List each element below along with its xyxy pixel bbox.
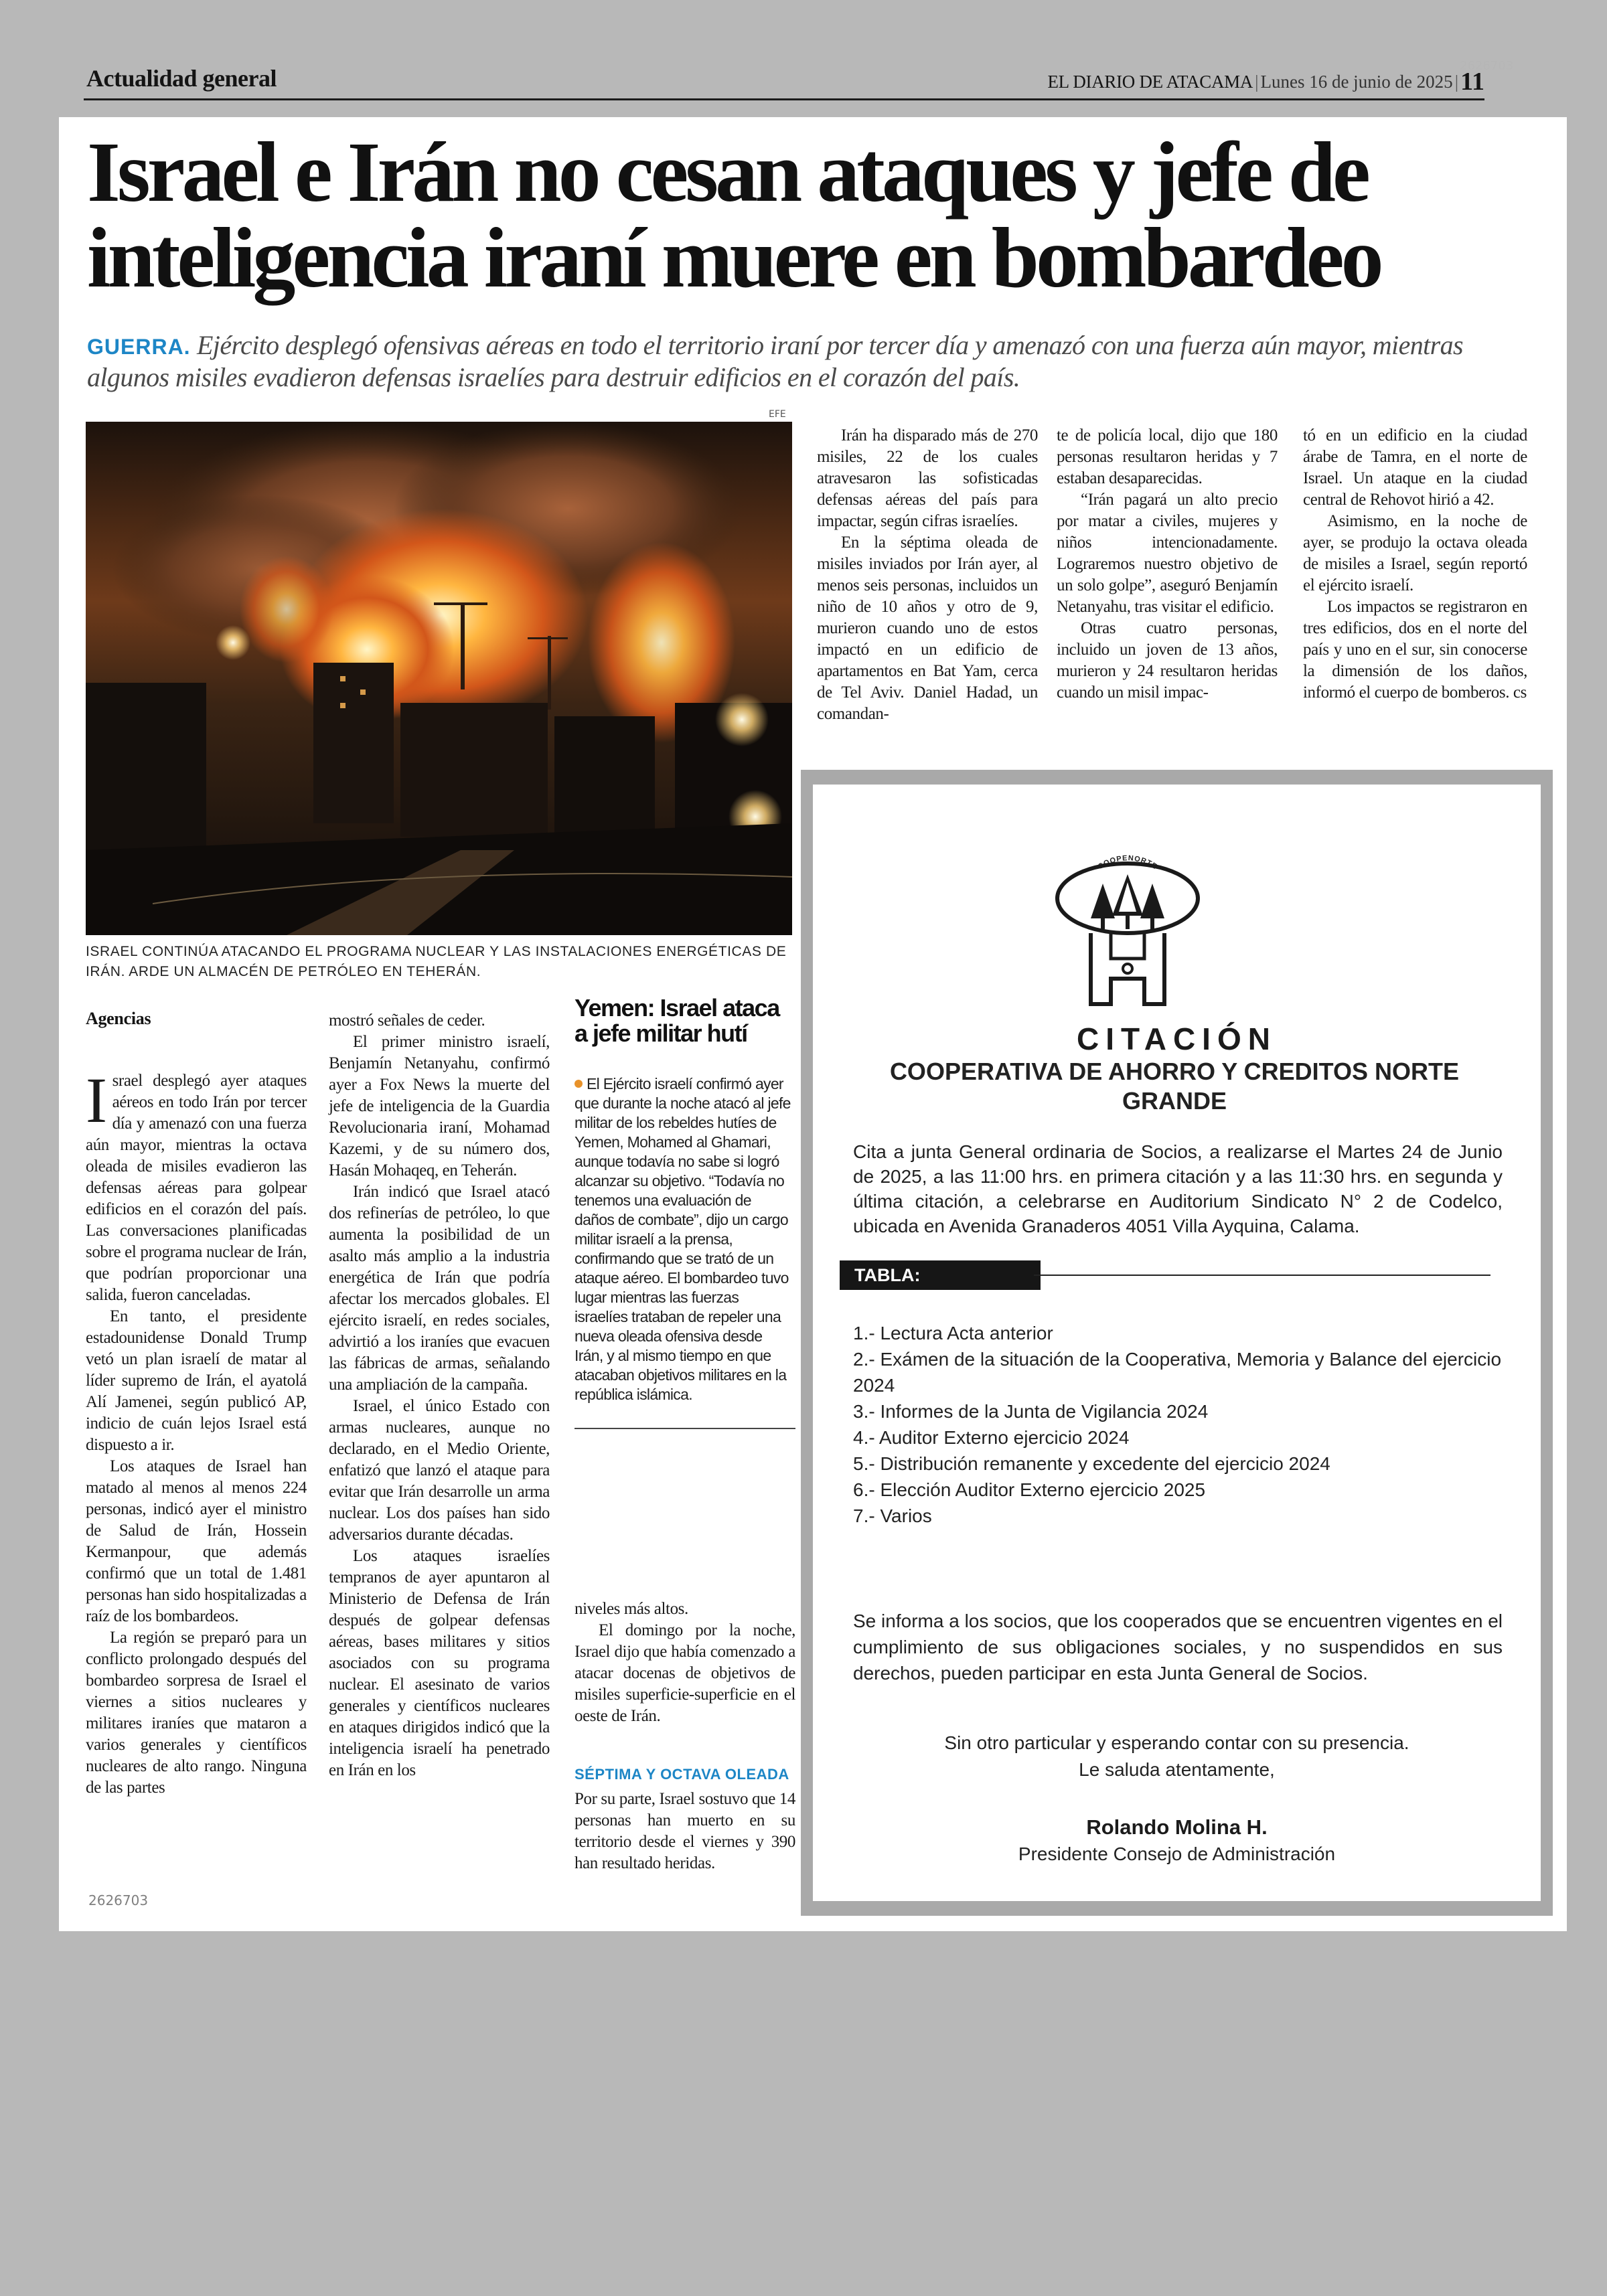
ad-intro: Cita a junta General ordinaria de Socios, a realizarse el Martes 24 de Junio de 2025, a las 11:00 hrs. en primera citación y a las 11:30 hrs. en segunda y última citación, a celebrarse en Auditorium Sindicato N° 2 de Codelco, ubicada en Avenida Granaderos 4051 Villa Ayquina, Calama. (853, 1141, 1503, 1236)
ad-title: CITACIÓN (1077, 1021, 1277, 1056)
sidebar-body: El Ejército israelí confirmó ayer que durante la noche atacó al jefe militar de los rebeldes hutíes de Yemen, Mohamed al Ghamari, aunque todavía no sabe si logró alcanzar su objetivo. “Todavía no tenemos una evaluación de daños de combate”, dijo un cargo militar israelí a la prensa, confirmando que se trató de un ataque aéreo. El bombardeo tuvo lugar mientras las fuerzas israelíes trataban de repeler una nueva oleada ofensiva desde Irán, y al mismo tiempo en que atacaban objetivos militares en la república islámica. (575, 1075, 791, 1403)
paragraph: “Irán pagará un alto precio por matar a civiles, mujeres y niños intencionadamente. Lograremos nuestro objetivo de un solo golpe”, aseguró Benjamín Netanyahu, tras visitar el edificio. (1057, 491, 1278, 616)
ad-table-label: TABLA: (840, 1260, 1041, 1290)
agenda-item: 7.- Varios (853, 1505, 932, 1526)
page-id-top: 2626703 (1460, 59, 1514, 73)
page-number: 11 (1460, 68, 1484, 96)
article-column-3 (575, 1598, 795, 1727)
paragraph: Los ataques de Israel han matado al menos al menos 224 personas, indicó ayer el ministro de Salud de Irán, Hossein Kermanpour, que además confirmó que un total de 1.481 personas han sido hospitalizadas a raíz de los bombardeos. (86, 1457, 307, 1625)
publication-name: EL DIARIO DE ATACAMA (1047, 72, 1253, 92)
end-mark: cs (1513, 683, 1527, 702)
agenda-item: 1.- Lectura Acta anterior (853, 1323, 1053, 1343)
paragraph: El primer ministro israelí, Benjamín Netanyahu, confirmó ayer a Fox News la muerte del jefe de inteligencia de la Guardia Revolucionaria iraní, Mohamad Kazemi, y de su número dos, Hasán Mohaqeq, en Teherán. (329, 1033, 550, 1179)
paragraph: El domingo por la noche, Israel dijo que había comenzado a atacar docenas de objetivos de misiles superficie-superficie en el oeste de Irán. (575, 1621, 795, 1725)
signatory-title: Presidente Consejo de Administración (1018, 1843, 1336, 1864)
subhead: SÉPTIMA Y OCTAVA OLEADA (575, 1766, 789, 1783)
ad-closing: Sin otro particular y esperando contar con su presencia. Le saluda atentamente, (944, 1732, 1409, 1780)
photo-caption: ISRAEL CONTINÚA ATACANDO EL PROGRAMA NUCLEAR Y LAS INSTALACIONES ENERGÉTICAS DE IRÁN. ARDE UN ALMACÉN DE PETRÓLEO EN TEHERÁN. (86, 944, 787, 979)
signatory-name: Rolando Molina H. (1086, 1815, 1268, 1839)
agenda-item: 6.- Elección Auditor Externo ejercicio 2025 (853, 1479, 1206, 1500)
agenda-list (853, 1320, 1503, 1529)
article-column-2 (329, 1010, 550, 1781)
article-column-1 (86, 1064, 307, 1799)
paragraph: La región se preparó para un conflicto prolongado después del bombardeo sorpresa de Israel el viernes a sitios nucleares y militares iraníes que mataron a varios generales y científicos nucleares de alto rango. Ninguna de las partes (86, 1629, 307, 1797)
agenda-item: 5.- Distribución remanente y excedente del ejercicio 2024 (853, 1453, 1330, 1474)
paragraph: Irán ha disparado más de 270 misiles, 22 de los cuales atravesaron las sofisticadas defensas aéreas del país para impactar, según cifras israelíes. (817, 426, 1038, 530)
paragraph: mostró señales de ceder. (329, 1011, 485, 1030)
article-column-3b (575, 1789, 795, 1874)
paragraph: tó en un edificio en la ciudad árabe de Tamra, en el norte de Israel. Un ataque en la ciudad central de Rehovot hirió a 42. (1303, 426, 1527, 509)
paragraph: En la séptima oleada de misiles inviados por Irán ayer, al menos seis personas, incluidos un niño de 10 años y otro de 9, murieron cuando uno de estos impactó en un edificio de apartamentos en Bat Yam, cerca de Tel Aviv. Daniel Hadad, un comandan- (817, 534, 1038, 723)
paragraph: En tanto, el presidente estadounidense Donald Trump vetó un plan israelí de matar al líder supremo de Irán, el ayatolá Alí Jamenei, según publicó AP, indicio de cuán lejos Israel está dispuesto a ir. (86, 1307, 307, 1454)
deck (87, 330, 1527, 393)
agenda-item: 2.- Exámen de la situación de la Cooperativa, Memoria y Balance del ejercicio 2024 (853, 1349, 1502, 1396)
article-column-6 (1303, 425, 1527, 704)
article-column-5 (1057, 425, 1278, 704)
paragraph: Los impactos se registraron en tres edificios, dos en el norte del país y uno en el sur, sin conocerse la dimensión de los daños, informó el cuerpo de bomberos. cs (1303, 598, 1527, 702)
divider (1034, 1275, 1490, 1276)
deck-label: GUERRA. (87, 335, 191, 359)
deck-text: Ejército desplegó ofensivas aéreas en todo el territorio iraní por tercer día y amenazó con una fuerza aún mayor, mientras algunos misiles evadieron defensas israelíes para destruir edificios en el corazón del país. (87, 330, 1463, 392)
paragraph: Asimismo, en la noche de ayer, se produjo la octava oleada de misiles a Israel, según reportó el ejército israelí. (1303, 512, 1527, 594)
section-name: Actualidad general (86, 65, 277, 92)
paragraph: Otras cuatro personas, incluido un joven de 13 años, murieron y 24 resultaron heridas cuando un misil impac- (1057, 619, 1278, 702)
paragraph: Los ataques israelíes tempranos de ayer apuntaron al Ministerio de Defensa de Irán después de golpear defensas aéreas, bases militares y sitios asociados con su programa nuclear. El asesinato de varios generales y científicos nucleares en ataques dirigidos indicó que la inteligencia israelí ha penetrado en Irán en los (329, 1547, 550, 1779)
page-id: 2626703 (88, 1892, 149, 1908)
newspaper-page (59, 117, 1567, 1931)
paragraph: niveles más altos. (575, 1600, 688, 1618)
byline: Agencias (86, 1009, 151, 1028)
agenda-item: 4.- Auditor Externo ejercicio 2024 (853, 1427, 1130, 1448)
ad-notice: Se informa a los socios, que los cooperados que se encuentren vigentes en el cumplimiento de sus obligaciones sociales, y no suspendidos en sus derechos, pueden participar en esta Junta General de Socios. (853, 1611, 1503, 1684)
headline: Israel e Irán no cesan ataques y jefe de inteligencia iraní muere en bombardeo (87, 125, 1381, 305)
paragraph: Israel desplegó ayer ataques aéreos en todo Irán por tercer día y amenazó con una fuerza aún mayor, mientras la octava oleada de misiles evadieron las defensas aéreas para golpear edificios en el corazón del país. Las conversaciones planificadas sobre el programa nuclear de Irán, que podrían proporcionar una salida, fueron canceladas. (86, 1064, 307, 1304)
paragraph: Israel, el único Estado con armas nucleares, aunque no declarado, en el Medio Oriente, enfatizó que lanzó el ataque para evitar que Irán desarrolle un arma nuclear. Los dos países han sido adversarios durante décadas. (329, 1397, 550, 1544)
photo-credit: EFE (769, 409, 786, 420)
ad-panel (813, 785, 1541, 1901)
agenda-item: 3.- Informes de la Junta de Vigilancia 2024 (853, 1401, 1209, 1422)
paragraph: te de policía local, dijo que 180 personas resultaron heridas y 7 estaban desaparecidas. (1057, 426, 1278, 487)
article-column-4 (817, 425, 1038, 725)
logo-text: COOPENORTE (1096, 854, 1159, 872)
citation-ad (801, 770, 1553, 1916)
sidebar-title: Yemen: Israel ataca a jefe militar hutí (575, 994, 779, 1047)
drop-cap: I (86, 1064, 107, 1136)
divider (575, 1428, 795, 1429)
bullet-dot-icon (575, 1080, 583, 1088)
paragraph: Por su parte, Israel sostuvo que 14 personas han muerto en su territorio desde el viernes y 390 han resultado heridas. (575, 1790, 795, 1872)
cooperative-logo (1051, 851, 1205, 1012)
publication-date: Lunes 16 de junio de 2025 (1260, 72, 1453, 92)
news-photo-fire (86, 422, 792, 935)
ad-organization: COOPERATIVA DE AHORRO Y CREDITOS NORTE GRANDE (889, 1058, 1460, 1115)
page-header (84, 62, 1484, 100)
paragraph: Irán indicó que Israel atacó dos refinerías de petróleo, lo que aumenta la posibilidad de un asalto más amplio a la industria energética de Irán que podría afectar los mercados globales. El ejército israelí, en redes sociales, advirtió a los iraníes que evacuen las fábricas de armas, señalando una ampliación de la campaña. (329, 1183, 550, 1394)
folio: EL DIARIO DE ATACAMA | Lunes 16 de junio de 2025 |11 (1047, 68, 1484, 96)
